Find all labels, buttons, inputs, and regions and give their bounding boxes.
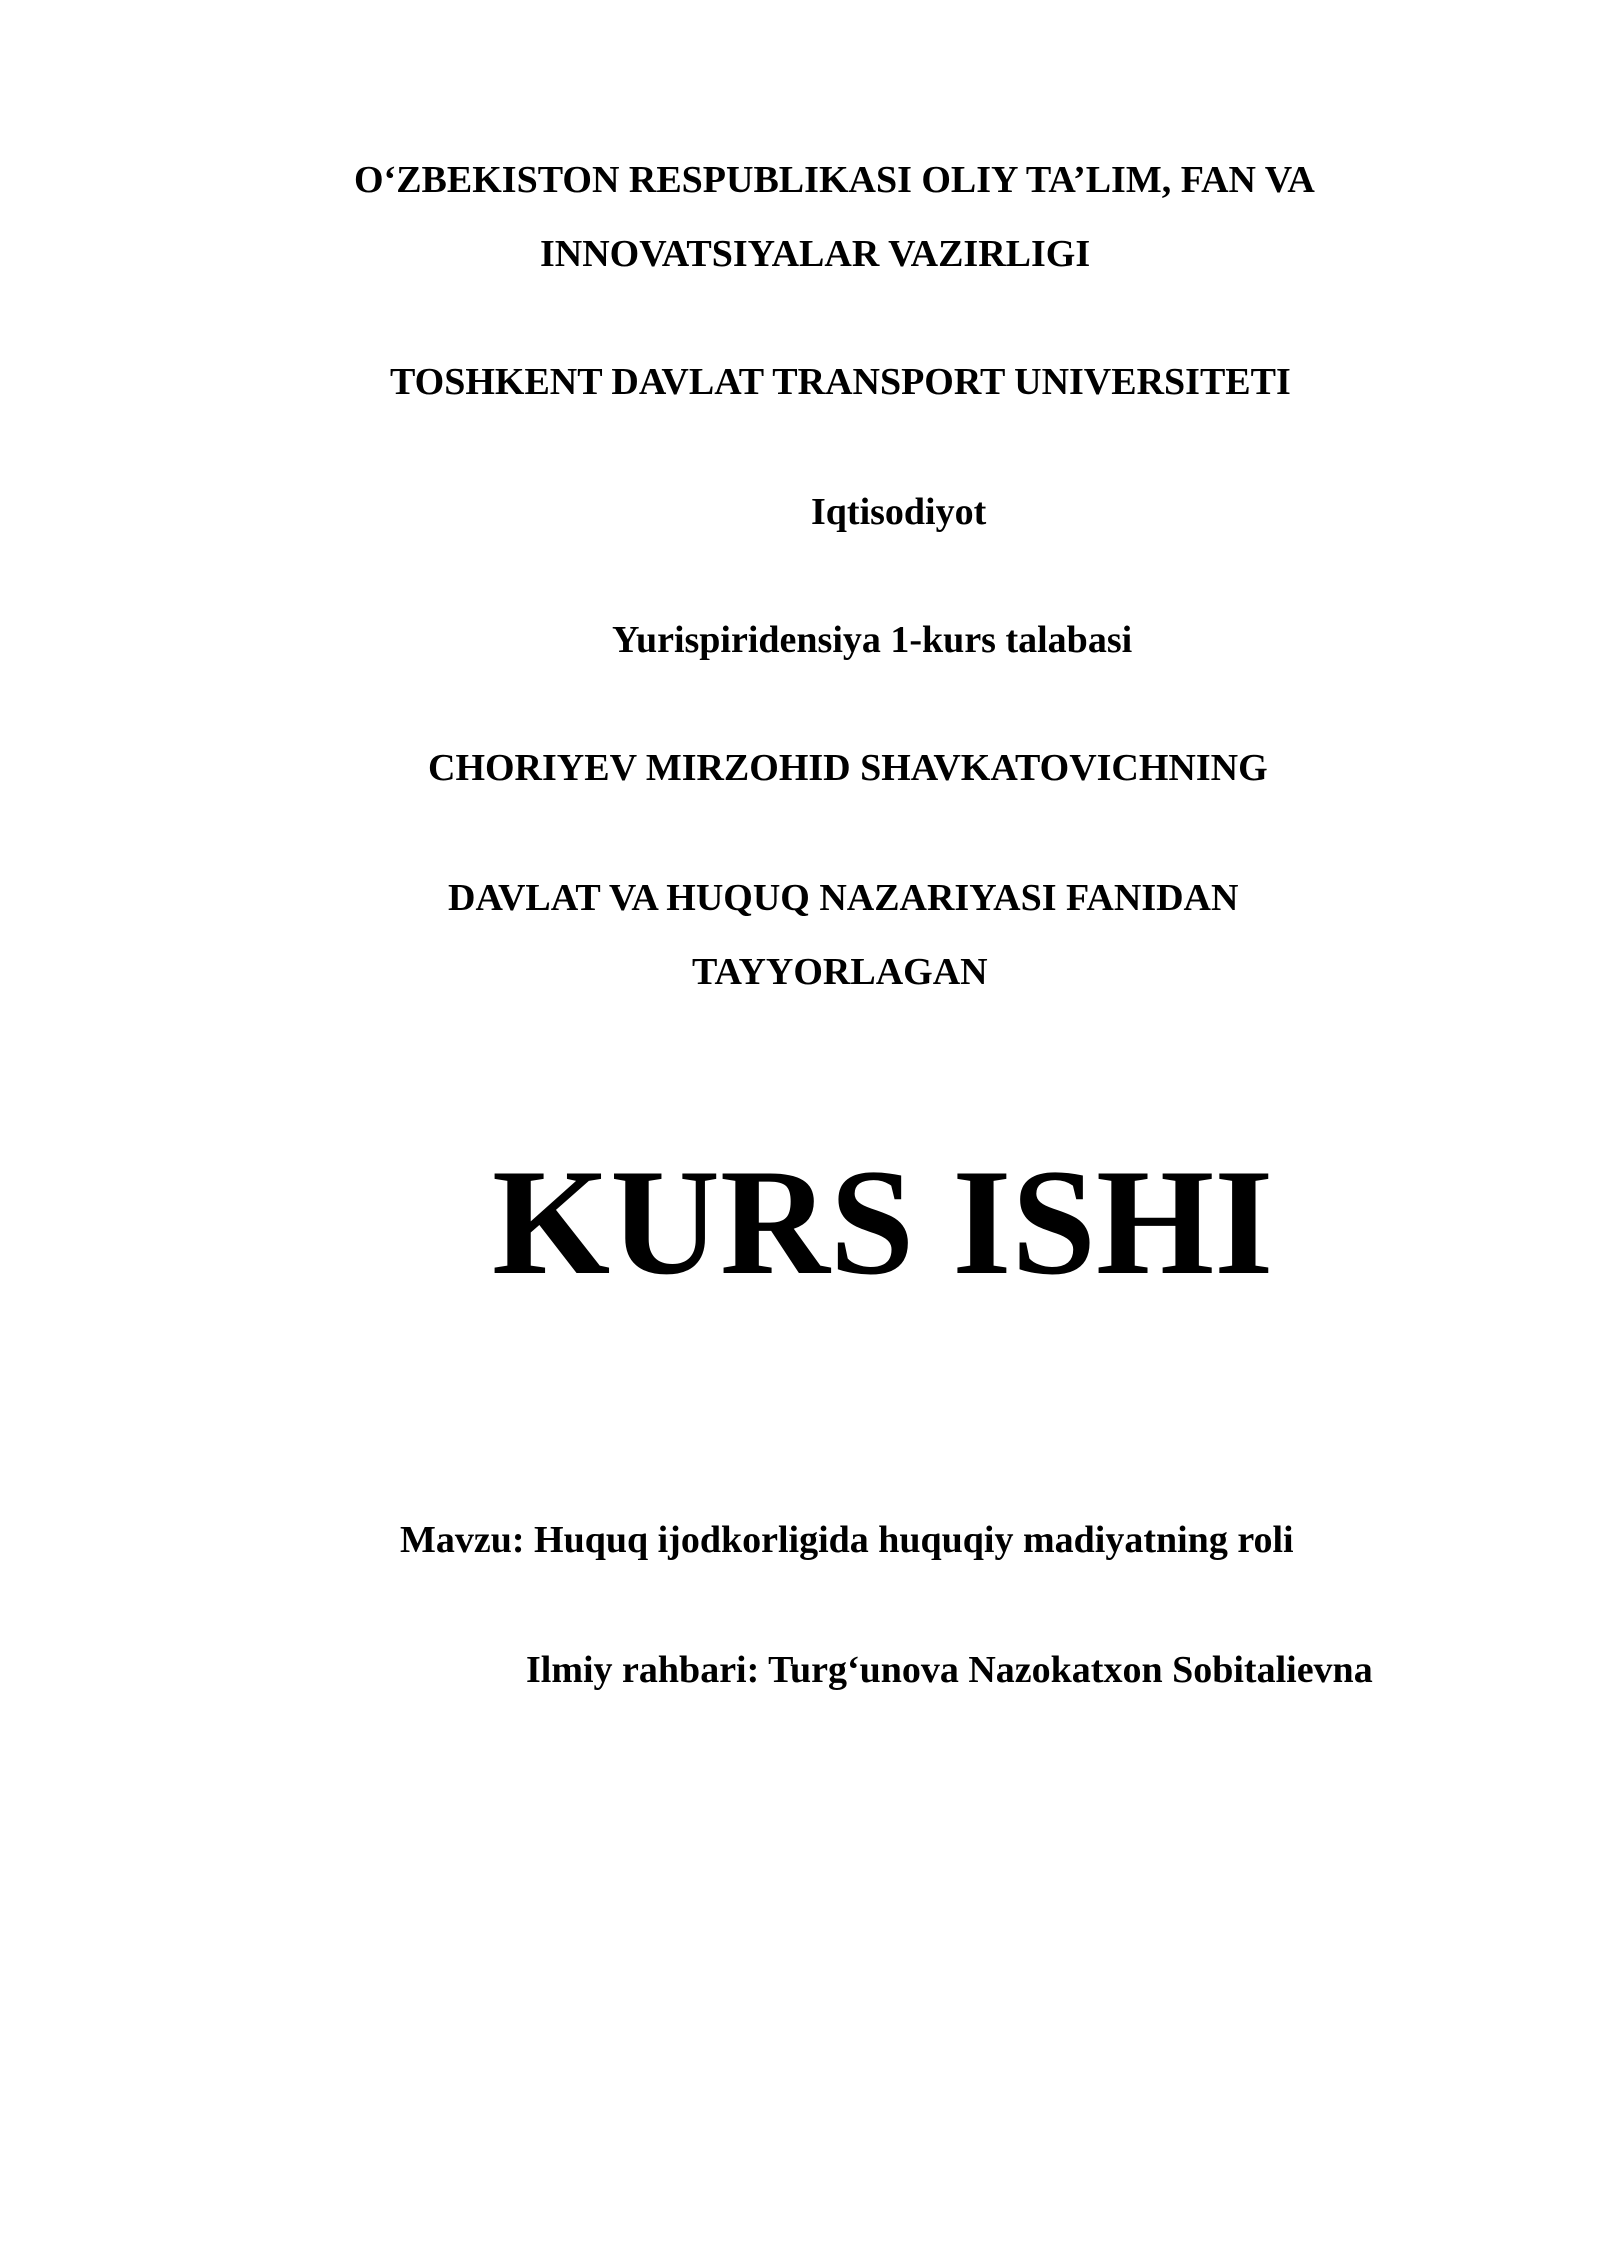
subject-line-2: TAYYORLAGAN (692, 951, 988, 993)
subject-line-1: DAVLAT VA HUQUQ NAZARIYASI FANIDAN (448, 877, 1239, 919)
ministry-line-1: O‘ZBEKISTON RESPUBLIKASI OLIY TA’LIM, FAN VA (354, 159, 1315, 201)
document-title: KURS ISHI (492, 1138, 1274, 1306)
author-name: CHORIYEV MIRZOHID SHAVKATOVICHNING (428, 747, 1268, 789)
student-info: Yurispiridensiya 1-kurs talabasi (612, 619, 1133, 661)
faculty-name: Iqtisodiyot (811, 491, 987, 533)
supervisor: Ilmiy rahbari: Turg‘unova Nazokatxon Sobitalievna (526, 1649, 1373, 1691)
ministry-line-2: INNOVATSIYALAR VAZIRLIGI (540, 233, 1091, 275)
topic: Mavzu: Huquq ijodkorligida huquqiy madiyatning roli (400, 1519, 1294, 1561)
university-name: TOSHKENT DAVLAT TRANSPORT UNIVERSITETI (390, 361, 1291, 403)
